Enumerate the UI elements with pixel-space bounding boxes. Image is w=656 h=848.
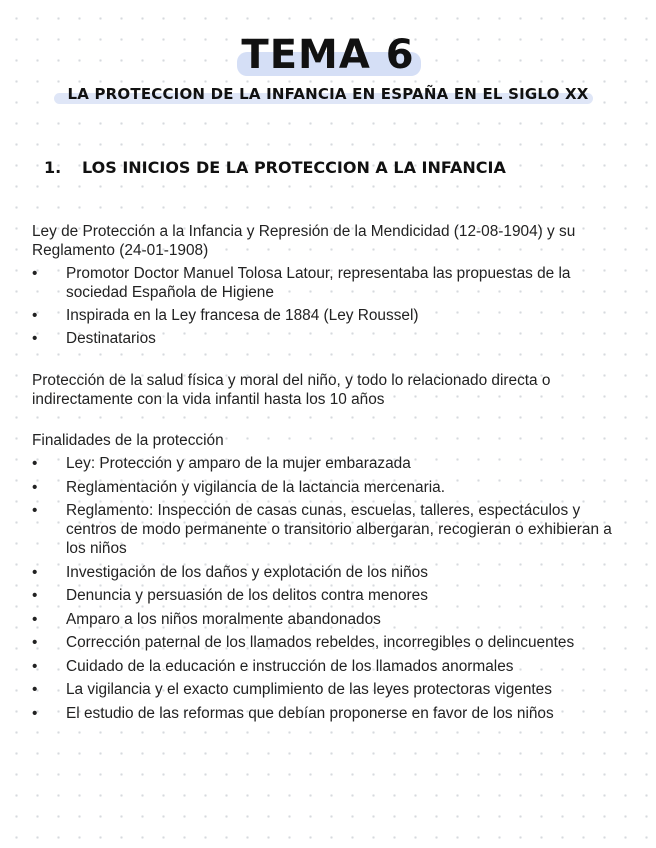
list-item-text: Investigación de los daños y explotación de los niños: [66, 563, 428, 581]
list-item: [32, 586, 624, 605]
list-item-text: La vigilancia y el exacto cumplimiento de las leyes protectoras vigentes: [66, 681, 552, 698]
list-item: [32, 264, 624, 302]
list-item: [32, 478, 624, 497]
bullet-icon: •: [32, 634, 38, 651]
bullet-icon: •: [32, 330, 38, 347]
list-item-text: Ley: Protección y amparo de la mujer embarazada: [66, 455, 411, 472]
page-title: TEMA 6: [233, 32, 422, 78]
list-item-text: Corrección paternal de los llamados rebeldes, incorregibles o delincuentes: [66, 634, 575, 651]
list-item: [32, 501, 624, 558]
bullet-icon: •: [32, 478, 38, 496]
list-item: [32, 563, 624, 582]
bullet-icon: •: [32, 455, 38, 472]
bullet-icon: •: [32, 610, 38, 628]
bullet-icon: •: [32, 657, 38, 675]
list-item: [32, 704, 624, 723]
bullet-icon: •: [32, 563, 38, 581]
section-number: 1.: [44, 158, 62, 177]
intro-paragraph: Ley de Protección a la Infancia y Represión de la Mendicidad (12-08-1904) y su Reglamento (24-01-1908): [32, 223, 576, 259]
list-item-text: Reglamentación y vigilancia de la lactancia mercenaria.: [66, 478, 445, 496]
bullet-icon: •: [32, 307, 38, 324]
bullet-icon: •: [32, 681, 38, 698]
list-item-text: Inspirada en la Ley francesa de 1884 (Ley Roussel): [66, 307, 419, 324]
list-item: [32, 329, 624, 348]
list-item-text: Destinatarios: [66, 330, 156, 347]
section-title: LOS INICIOS DE LA PROTECCION A LA INFANCIA: [82, 158, 506, 177]
bullet-icon: •: [32, 265, 38, 282]
bullet-icon: •: [32, 704, 38, 722]
purposes-heading: Finalidades de la protección: [32, 432, 224, 449]
list-item-text: Reglamento: Inspección de casas cunas, escuelas, talleres, espectáculos y centros de modo permanente o transitorio albergaran, recogieran o exhibieran a los niños: [66, 502, 612, 557]
list-item: [32, 610, 624, 629]
list-item-text: Promotor Doctor Manuel Tolosa Latour, representaba las propuestas de la sociedad Española de Higiene: [66, 265, 571, 301]
list-item: [32, 454, 624, 473]
list-item-text: Amparo a los niños moralmente abandonados: [66, 610, 381, 628]
purposes-list: [32, 454, 624, 727]
list-item: [32, 306, 624, 325]
subtitle-block: [0, 84, 656, 103]
bullet-icon: •: [32, 587, 38, 604]
bullet-icon: •: [32, 502, 38, 519]
law-details-list: [32, 264, 624, 352]
list-item: [32, 633, 624, 652]
list-item: [32, 657, 624, 676]
protection-paragraph: Protección de la salud física y moral del niño, y todo lo relacionado directa o indirectamente con la vida infantil hasta los 10 años: [32, 372, 551, 408]
list-item-text: El estudio de las reformas que debían proponerse en favor de los niños: [66, 704, 554, 722]
list-item-text: Cuidado de la educación e instrucción de los llamados anormales: [66, 657, 514, 675]
title-block: [0, 32, 656, 78]
section-heading: [44, 158, 506, 177]
list-item: [32, 680, 624, 699]
page-subtitle: LA PROTECCION DE LA INFANCIA EN ESPAÑA EN EL SIGLO XX: [64, 85, 593, 103]
list-item-text: Denuncia y persuasión de los delitos contra menores: [66, 587, 428, 604]
